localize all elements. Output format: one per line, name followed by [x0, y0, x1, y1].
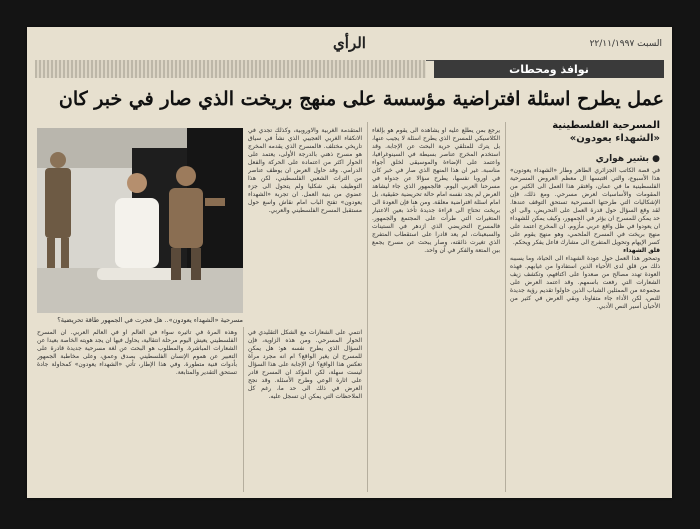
kicker-line-1: المسرحية الفلسطينية [552, 120, 660, 131]
section-stripe [35, 60, 426, 78]
column-2-text-2: ومن هنا فإن العودة الى بريخت تحتاج الى قراءة جديدة تأخذ بعين الاعتبار المتغيرات التي طرأت على المجتمع والجمهور. فالمسرح التحريضي الذي ازدهر في الستينات والسبعينات، لم يعد قادرا على استقطاب المتفرج الذي تغيرت ذائقته، وصار يبحث عن مسرح يجمع بين المتعة والفكر في آن واحد. [372, 199, 500, 254]
article-photo [37, 128, 243, 313]
article-column-1 [510, 167, 660, 492]
article-column-2 [372, 127, 500, 492]
article-column-5 [37, 329, 237, 492]
article-column-3 [248, 127, 362, 312]
article-column-4 [248, 329, 362, 492]
column-1-text: في قصة الكاتب الجزائري الطاهر وطار «الشهداء يعودون» هذا الأسبوع، والتي اقتبسها ال معظم العروض المسرحية الفلسطينية ما في عمان، وافتقر هذا العمل الى الكثير من المقومات والأساسيات لعرض مسرحي. ومع ذلك، فإن الإشكاليات التي طرحتها المسرحية تستحق التوقف عندها. لقد وقع السؤال حول قدرة العمل على التحريض، والى اي حد يمكن للمسرح ان يؤثر في الجمهور، وكيف يمكن للشهداء ان يعودوا في ظل واقع عربي مأزوم. ان المخرج اعتمد على منهج بريخت في المسرح الملحمي، وهو منهج يقوم على كسر الإيهام وتحويل المتفرج الى مشارك فاعل يفكر ويحكم. [510, 167, 660, 246]
photo-caption: مسرحية «الشهداء يعودون».. هل فجرت في الجمهور طاقة تحريضية؟ [57, 316, 243, 324]
column-divider [243, 327, 244, 492]
section-banner: نوافذ ومحطات [434, 60, 664, 78]
newspaper-logo: الرأي [333, 34, 366, 52]
masthead [27, 33, 672, 55]
column-1-subheading: قلق الشهداء [623, 247, 660, 254]
column-divider [505, 122, 506, 492]
stage-photo-illustration [37, 128, 243, 313]
newspaper-clipping [27, 27, 672, 498]
column-5-text: وهذه المرة في تأثيره سواء في العالم او في العالم العربي. ان المسرح الفلسطيني يعيش اليوم مرحلة انتقالية، يحاول فيها ان يجد هويته الخاصة بعيدا عن الشعارات المباشرة. والمطلوب هو البحث عن لغة مسرحية جديدة قادرة على التعبير عن هموم الإنسان الفلسطيني بصدق وعمق، وعلى مخاطبة الجمهور بأدوات فنية متطورة. وفي هذا الإطار، تأتي «الشهداء يعودون» كمحاولة جادة تستحق التقدير والمتابعة. [37, 329, 237, 376]
column-2-text: يرجع بمن يطلع عليه او يشاهده الى يقوم هو بإلغاء الكلاسيكي للمسرح الذي يطرح اسئلة لا يجيب عنها، بل يترك للمتلقي حرية البحث عن الإجابة. وقد استخدم المخرج عناصر بسيطة في السينوغرافيا، واعتمد على الإضاءة والموسيقى لخلق أجواء مناسبة. غير ان هذا المنهج الذي صار في خبر كان في اوروبا نفسها، يطرح سؤالا عن جدواه في مسرحنا العربي اليوم. فالجمهور الذي جاء ليشاهد العرض لم يجد نفسه امام حالة تحريضية حقيقية، بل امام اسئلة افتراضية معلقة. [372, 127, 500, 206]
article-headline: عمل يطرح اسئلة افتراضية مؤسسة على منهج بريخت الذي صار في خبر كان [58, 88, 664, 110]
column-divider [367, 122, 368, 492]
issue-date: السبت ٢٢/١١/١٩٩٧ [589, 39, 662, 49]
column-4-text: انتمي على الشعارات مع الشكل التقليدي في الحوار المسرحي. ومن هذه الزاوية، فإن السؤال الذي يطرح نفسه هو: هل يمكن للمسرح ان يغير الواقع؟ ام انه مجرد مرآة تعكس هذا الواقع؟ ان الإجابة على هذا السؤال ليست سهلة، لكن المؤكد ان المسرح قادر على اثارة الوعي وطرح الأسئلة. وقد نجح العرض في ذلك الى حد ما، رغم كل الملاحظات التي يمكن ان تسجل عليه. [248, 329, 362, 400]
article-kicker [510, 119, 660, 145]
article-byline: ● بشير هواري [595, 154, 660, 164]
column-1-text-2: وتمحور هذا العمل حول عودة الشهداء الى الحياة، وما يسببه ذلك من قلق لدى الأحياء الذين استفادوا من غيابهم. فهذه العودة تهدد مصالح من صعدوا على اكتافهم، وتكشف زيف الشعارات التي رفعت باسمهم. وقد اعتمد العرض على مجموعة من الممثلين الشباب الذين حاولوا تقديم رؤية جديدة للنص، لكن الأداء جاء متفاوتا، وبقي العرض في كثير من الأحيان أسير النص الأدبي. [510, 255, 660, 310]
column-3-text: المتقدمة الغربية والاوروبية، وكذلك تجدي في الانكفاء الغربي العجيبي الذي نشأ في سياق تاريخي مختلف. فالمسرح الذي يقدمه المخرج هو مسرح ذهني بالدرجة الأولى، يعتمد على الحوار اكثر من اعتماده على الحركة والفعل الدرامي. وقد حاول العرض ان يوظف عناصر من التراث الشعبي الفلسطيني، لكن هذا التوظيف بقي شكليا ولم يتحول الى جزء عضوي من بنية العمل. ان تجربة «الشهداء يعودون» تفتح الباب امام نقاش واسع حول مستقبل المسرح الفلسطيني والعربي. [248, 127, 362, 214]
kicker-line-2: «الشهداء يعودون» [569, 133, 660, 144]
